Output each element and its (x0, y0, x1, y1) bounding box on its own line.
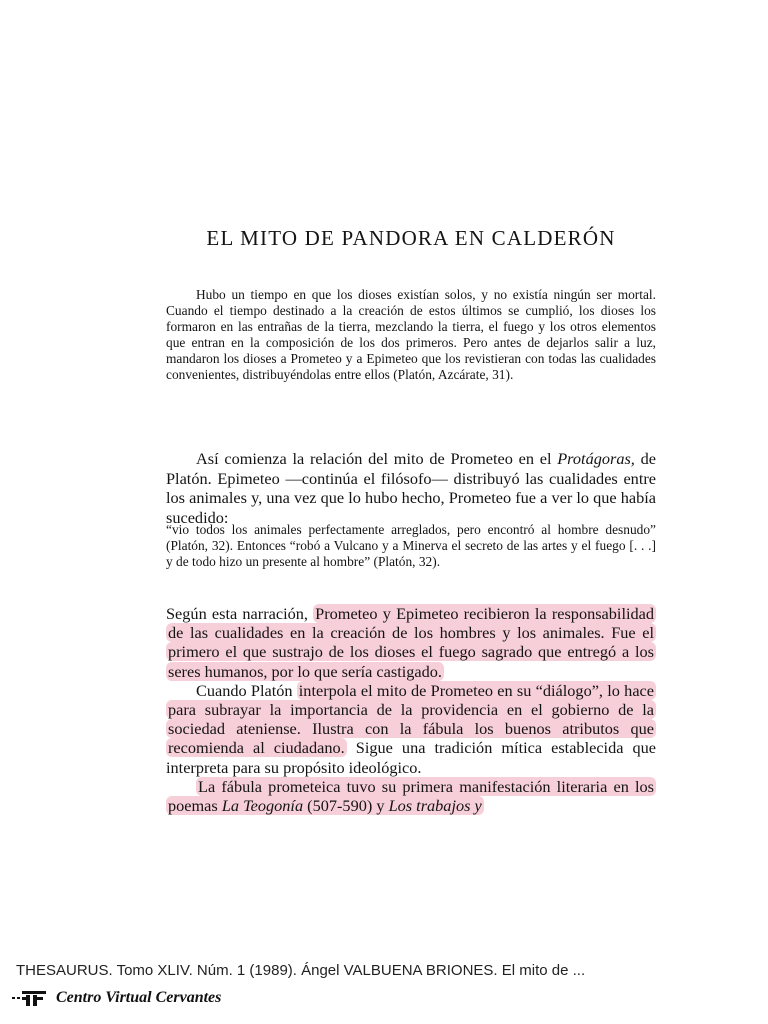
paragraph-3-text-b: Sigue una tradición mítica establecida que interpreta para su propósito ideológico. (166, 738, 656, 777)
paragraph-4-text-b: (507-590) y (303, 796, 389, 816)
paragraph-1-text-a: Así comienza la relación del mito de Prometeo en el (196, 449, 558, 469)
paragraph-2-text: Según esta narración, (166, 604, 314, 623)
highlight-1[interactable]: Prometeo y Epimeteo recibieron la responsabilidad de las cualidades en la creación de los hombres y los animales. Fue el primero el que sustrajo de los dioses el fuego sagrado que entregó a los seres humanos, por lo que sería castigado. (168, 604, 655, 681)
footer-citation[interactable]: THESAURUS. Tomo XLIV. Núm. 1 (1989). Ángel VALBUENA BRIONES. El mito de ... (16, 962, 586, 979)
block-quote-text: “vio todos los animales perfectamente arreglados, pero encontró al hombre desnudo” (Platón, 32). Entonces “robó a Vulcano y a Minerva el secreto de las artes y el fuego [. . .] y de todo hizo un presente al hombre” (Platón, 32). (166, 522, 656, 569)
paragraph-4-italic-1: La Teogonía (221, 796, 304, 816)
paragraph-2 (166, 604, 656, 681)
cvc-brand-name: Centro Virtual Cervantes (56, 989, 222, 1006)
paragraph-1-italic: Protágoras, (557, 449, 635, 469)
cvc-brand[interactable] (12, 987, 221, 1009)
paragraph-4 (166, 777, 656, 815)
paragraph-4-italic-2: Los trabajos y (388, 796, 482, 816)
cvc-logo-icon (12, 989, 52, 1007)
block-quote (166, 522, 656, 570)
paragraph-3 (166, 681, 656, 777)
epigraph (166, 287, 656, 383)
highlight-3[interactable] (166, 777, 656, 815)
epigraph-text: Hubo un tiempo en que los dioses existían solos, y no existía ningún ser mortal. Cuando el tiempo destinado a la creación de estos últimos se cumplió, los dioses los formaron en las entrañas de la tierra, mezclando la tierra, el fuego y los otros elementos que entran en la composición de los dos primeros. Pero antes de dejarlos salir a luz, mandaron los dioses a Prometeo y a Epimeteo que los revistieran con todas las cualidades convenientes, distribuyéndolas entre ellos (Platón, Azcárate, 31). (166, 287, 656, 382)
paragraph-3-text-a: Cuando Platón (196, 680, 297, 700)
highlight-2[interactable]: interpola el mito de Prometeo en su “diálogo”, lo hace para subrayar la importancia de la providencia en el gobierno de la sociedad ateniense. Ilustra con la fábula los buenos atributos que recomienda al ciudadano. (168, 680, 654, 758)
paragraph-1-text-b: de Platón. Epimeteo —continúa el filósofo— distribuyó las cualidades entre los animales y, una vez que lo hubo hecho, Prometeo fue a ver lo que había sucedido: (166, 449, 657, 527)
body-section (166, 604, 656, 815)
paragraph-4-text-a: La fábula prometeica tuvo su primera manifestación literaria en los poemas (168, 776, 654, 816)
page-title: EL MITO DE PANDORA EN CALDERÓN (206, 226, 616, 250)
